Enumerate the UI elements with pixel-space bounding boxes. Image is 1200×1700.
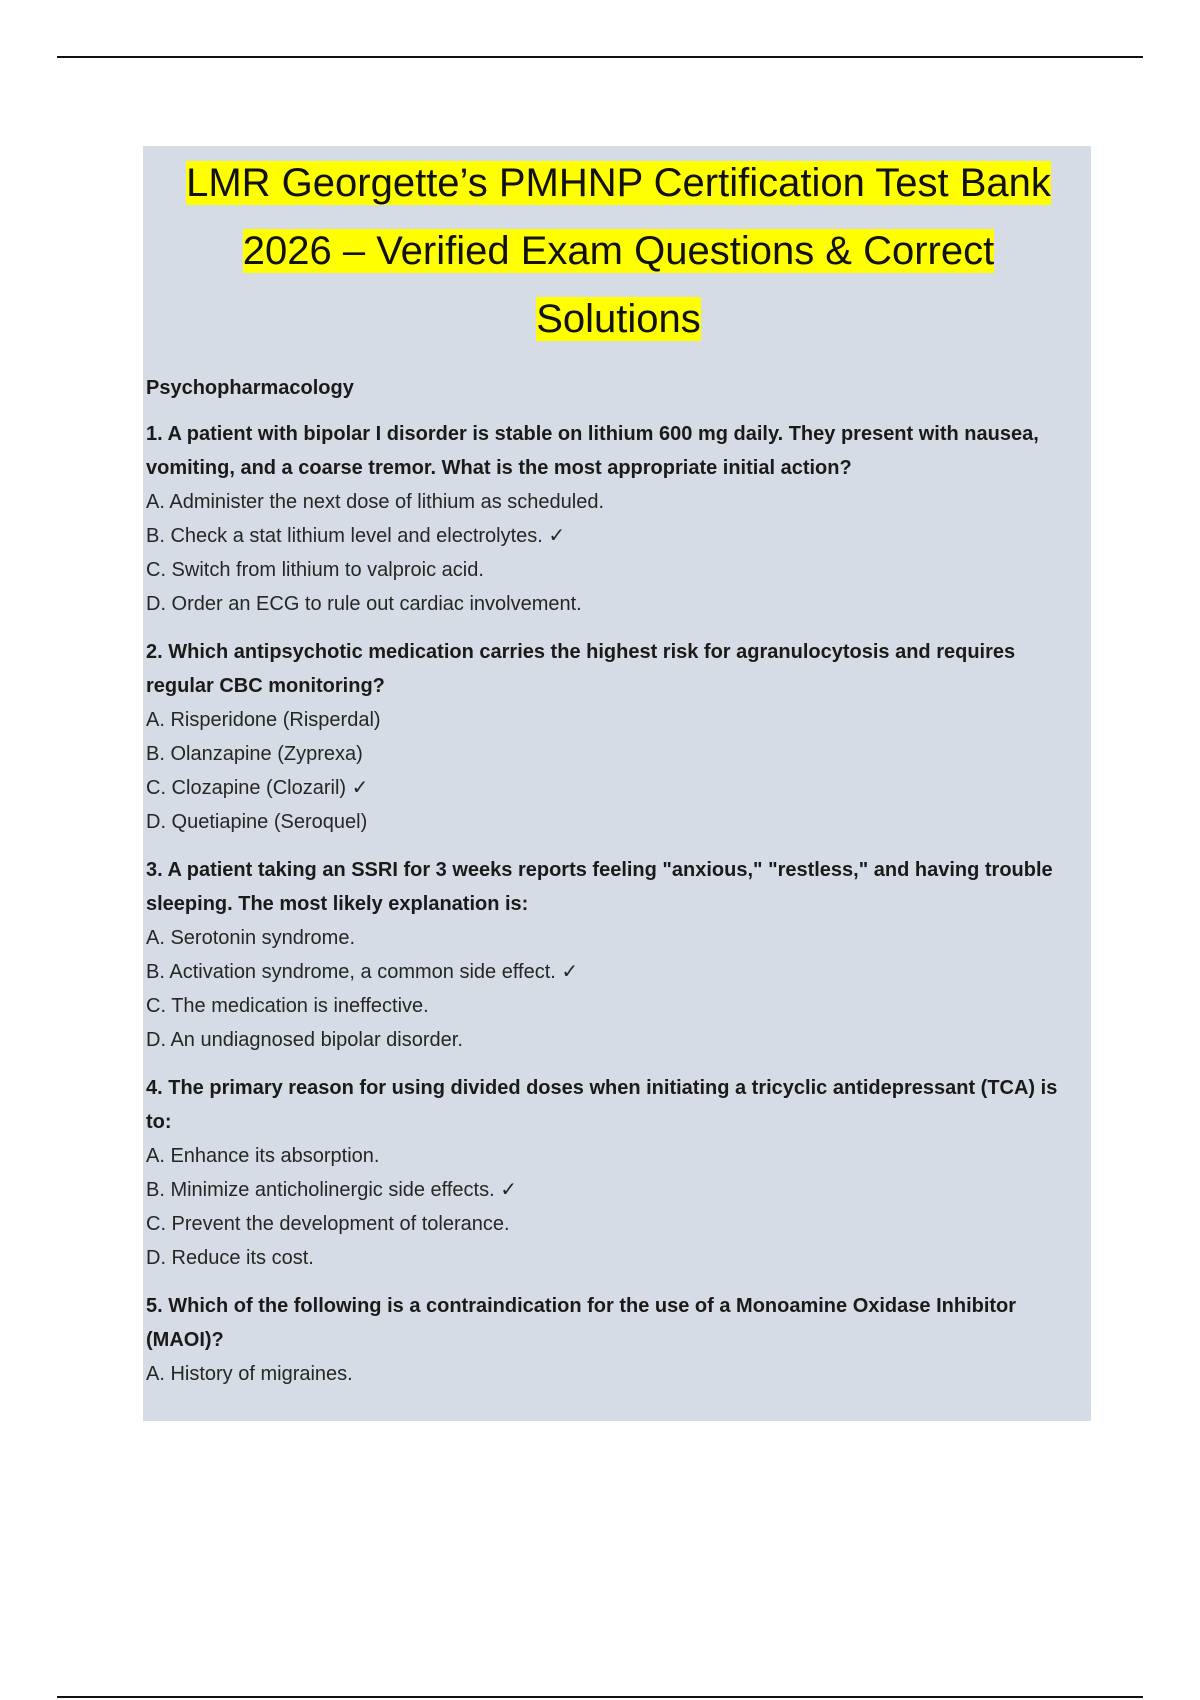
option-b: B. Minimize anticholinergic side effects. ✓ [146, 1179, 517, 1201]
question-text: 5. Which of the following is a contraindication for the use of a Monoamine Oxidase Inhibitor (MAOI)? [146, 1295, 1017, 1351]
question-1 [146, 417, 1091, 621]
title-line-2: 2026 – Verified Exam Questions & Correct [242, 229, 995, 273]
option-c: C. Clozapine (Clozaril) ✓ [146, 777, 369, 799]
option-d: D. Order an ECG to rule out cardiac involvement. [146, 593, 582, 615]
option-b: B. Check a stat lithium level and electrolytes. ✓ [146, 525, 566, 547]
option-list [146, 703, 1091, 839]
option-list [146, 1357, 1091, 1391]
content-panel [143, 146, 1091, 1421]
title-line-3: Solutions [536, 297, 701, 341]
question-2 [146, 635, 1091, 839]
question-text: 3. A patient taking an SSRI for 3 weeks reports feeling "anxious," "restless," and having trouble sleeping. The most likely explanation is: [146, 859, 1053, 915]
option-c: C. Switch from lithium to valproic acid. [146, 559, 484, 581]
option-b: B. Activation syndrome, a common side effect. ✓ [146, 961, 579, 983]
bottom-rule [57, 1696, 1143, 1698]
option-a: A. Risperidone (Risperdal) [146, 709, 381, 731]
question-text: 4. The primary reason for using divided doses when initiating a tricyclic antidepressant (TCA) is to: [146, 1077, 1058, 1133]
option-d: D. An undiagnosed bipolar disorder. [146, 1029, 463, 1051]
option-c: C. Prevent the development of tolerance. [146, 1213, 510, 1235]
question-text: 2. Which antipsychotic medication carries the highest risk for agranulocytosis and requires regular CBC monitoring? [146, 641, 1016, 697]
option-a: A. Enhance its absorption. [146, 1145, 380, 1167]
option-b: B. Olanzapine (Zyprexa) [146, 743, 363, 765]
title-line-1: LMR Georgette’s PMHNP Certification Test Bank [186, 161, 1051, 205]
question-4 [146, 1071, 1091, 1275]
section-heading: Psychopharmacology [146, 377, 354, 399]
option-c: C. The medication is ineffective. [146, 995, 429, 1017]
top-rule [57, 56, 1143, 58]
option-a: A. History of migraines. [146, 1363, 353, 1385]
option-list [146, 1139, 1091, 1275]
question-3 [146, 853, 1091, 1057]
option-list [146, 921, 1091, 1057]
question-text: 1. A patient with bipolar I disorder is stable on lithium 600 mg daily. They present with nausea, vomiting, and a coarse tremor. What is the most appropriate initial action? [146, 423, 1039, 479]
document-title [146, 146, 1091, 353]
option-d: D. Reduce its cost. [146, 1247, 314, 1269]
option-list [146, 485, 1091, 621]
option-a: A. Serotonin syndrome. [146, 927, 355, 949]
option-d: D. Quetiapine (Seroquel) [146, 811, 368, 833]
question-5 [146, 1289, 1091, 1391]
option-a: A. Administer the next dose of lithium as scheduled. [146, 491, 605, 513]
